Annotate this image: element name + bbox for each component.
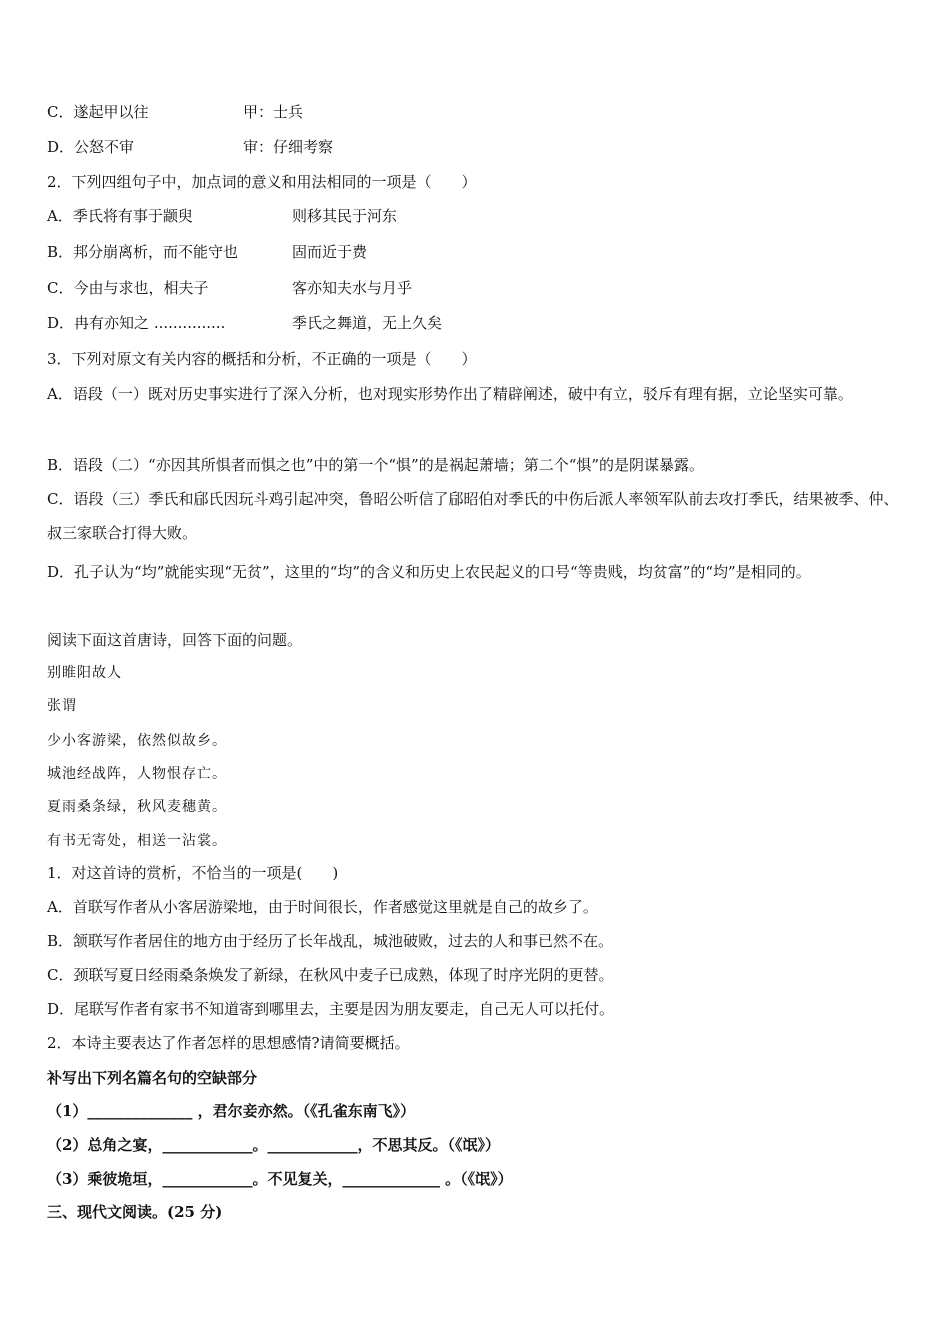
q1-option-d [47,137,910,157]
q2-option-a-text: A．季氏将有事于颛臾 [47,207,193,225]
q2-option-c-text: C．今由与求也，相夫子 [47,279,209,297]
poem-author: 张谓 [47,698,77,714]
fill-item-1: （1）______________ ，君尔妾亦然。（《孔雀东南飞》） [47,1102,416,1120]
q2-option-a [47,206,910,226]
q2-option-d [47,313,910,333]
q3-option-b: B．语段（二）“亦因其所惧者而惧之也”中的第一个“惧”的是祸起萧墙；第二个“惧”的是阴谋暴露。 [47,456,705,474]
q2-option-a-compare: 则移其民于河东 [292,207,398,225]
poem-q1-option-a: A．首联写作者从小客居游梁地，由于时间很长，作者感觉这里就是自己的故乡了。 [47,898,598,916]
poem-intro: 阅读下面这首唐诗，回答下面的问题。 [47,631,303,649]
q2-option-d-text: D．冉有亦知之 [47,314,150,332]
q2-option-b-compare: 固而近于费 [292,243,368,261]
q2-option-c [47,278,910,298]
section-3-heading: 三、现代文阅读。(25 分) [47,1203,223,1221]
poem-line: 少小客游梁，依然似故乡。 [47,733,227,749]
q3-option-c: C．语段（三）季氏和郈氏因玩斗鸡引起冲突，鲁昭公听信了郈昭伯对季氏的中伤后派人率领军队前去攻打季氏，结果被季、仲、叔三家联合打得大败。 [47,490,899,542]
q3-stem: 3．下列对原文有关内容的概括和分析，不正确的一项是（ ） [47,350,477,368]
q1-option-c-text: C．遂起甲以往 [47,103,149,121]
fill-item-2: （2）总角之宴，____________。____________，不思其反。（《氓》） [47,1136,500,1154]
poem-q1-option-c: C．颈联写夏日经雨桑条焕发了新绿，在秋风中麦子已成熟，体现了时序光阴的更替。 [47,966,614,984]
q2-option-c-compare: 客亦知夫水与月乎 [292,279,413,297]
q2-stem: 2．下列四组句子中，加点词的意义和用法相同的一项是（ ） [47,173,477,191]
fill-item-3: （3）乘彼垝垣，____________。不见复关，_____________ 。（《氓》） [47,1170,513,1188]
fill-heading: 补写出下列名篇名句的空缺部分 [47,1069,258,1087]
poem-line: 城池经战阵，人物恨存亡。 [47,766,227,782]
q2-option-d-compare: 季氏之舞道，无上久矣 [292,314,443,332]
q1-option-c-gloss: 甲：士兵 [243,103,304,121]
q1-option-c [47,102,910,122]
poem-q1-stem: 1．对这首诗的赏析，不恰当的一项是( ) [47,864,339,882]
q3-option-a: A．语段（一）既对历史事实进行了深入分析，也对现实形势作出了精辟阐述，破中有立，驳斥有理有据，立论坚实可靠。 [47,385,853,403]
q2-option-b-text: B．邦分崩离析，而不能守也 [47,243,239,261]
poem-line: 夏雨桑条绿，秋风麦穗黄。 [47,799,227,815]
q2-option-b [47,242,910,262]
poem-q1-option-d: D．尾联写作者有家书不知道寄到哪里去，主要是因为朋友要走，自己无人可以托付。 [47,1000,615,1018]
poem-line: 有书无寄处，相送一沾裳。 [47,833,227,849]
q1-option-d-text: D．公怒不审 [47,138,135,156]
poem-q1-option-b: B．颔联写作者居住的地方由于经历了长年战乱，城池破败，过去的人和事已然不在。 [47,932,614,950]
q3-option-d: D．孔子认为“均”就能实现“无贫”，这里的“均”的含义和历史上农民起义的口号“等贵贱，均贫富”的“均”是相同的。 [47,563,811,581]
poem-title: 别睢阳故人 [47,665,122,681]
poem-q2: 2．本诗主要表达了作者怎样的思想感情?请简要概括。 [47,1034,410,1052]
q1-option-d-gloss: 审：仔细考察 [243,138,334,156]
emphasis-dots: ............... [153,314,226,332]
